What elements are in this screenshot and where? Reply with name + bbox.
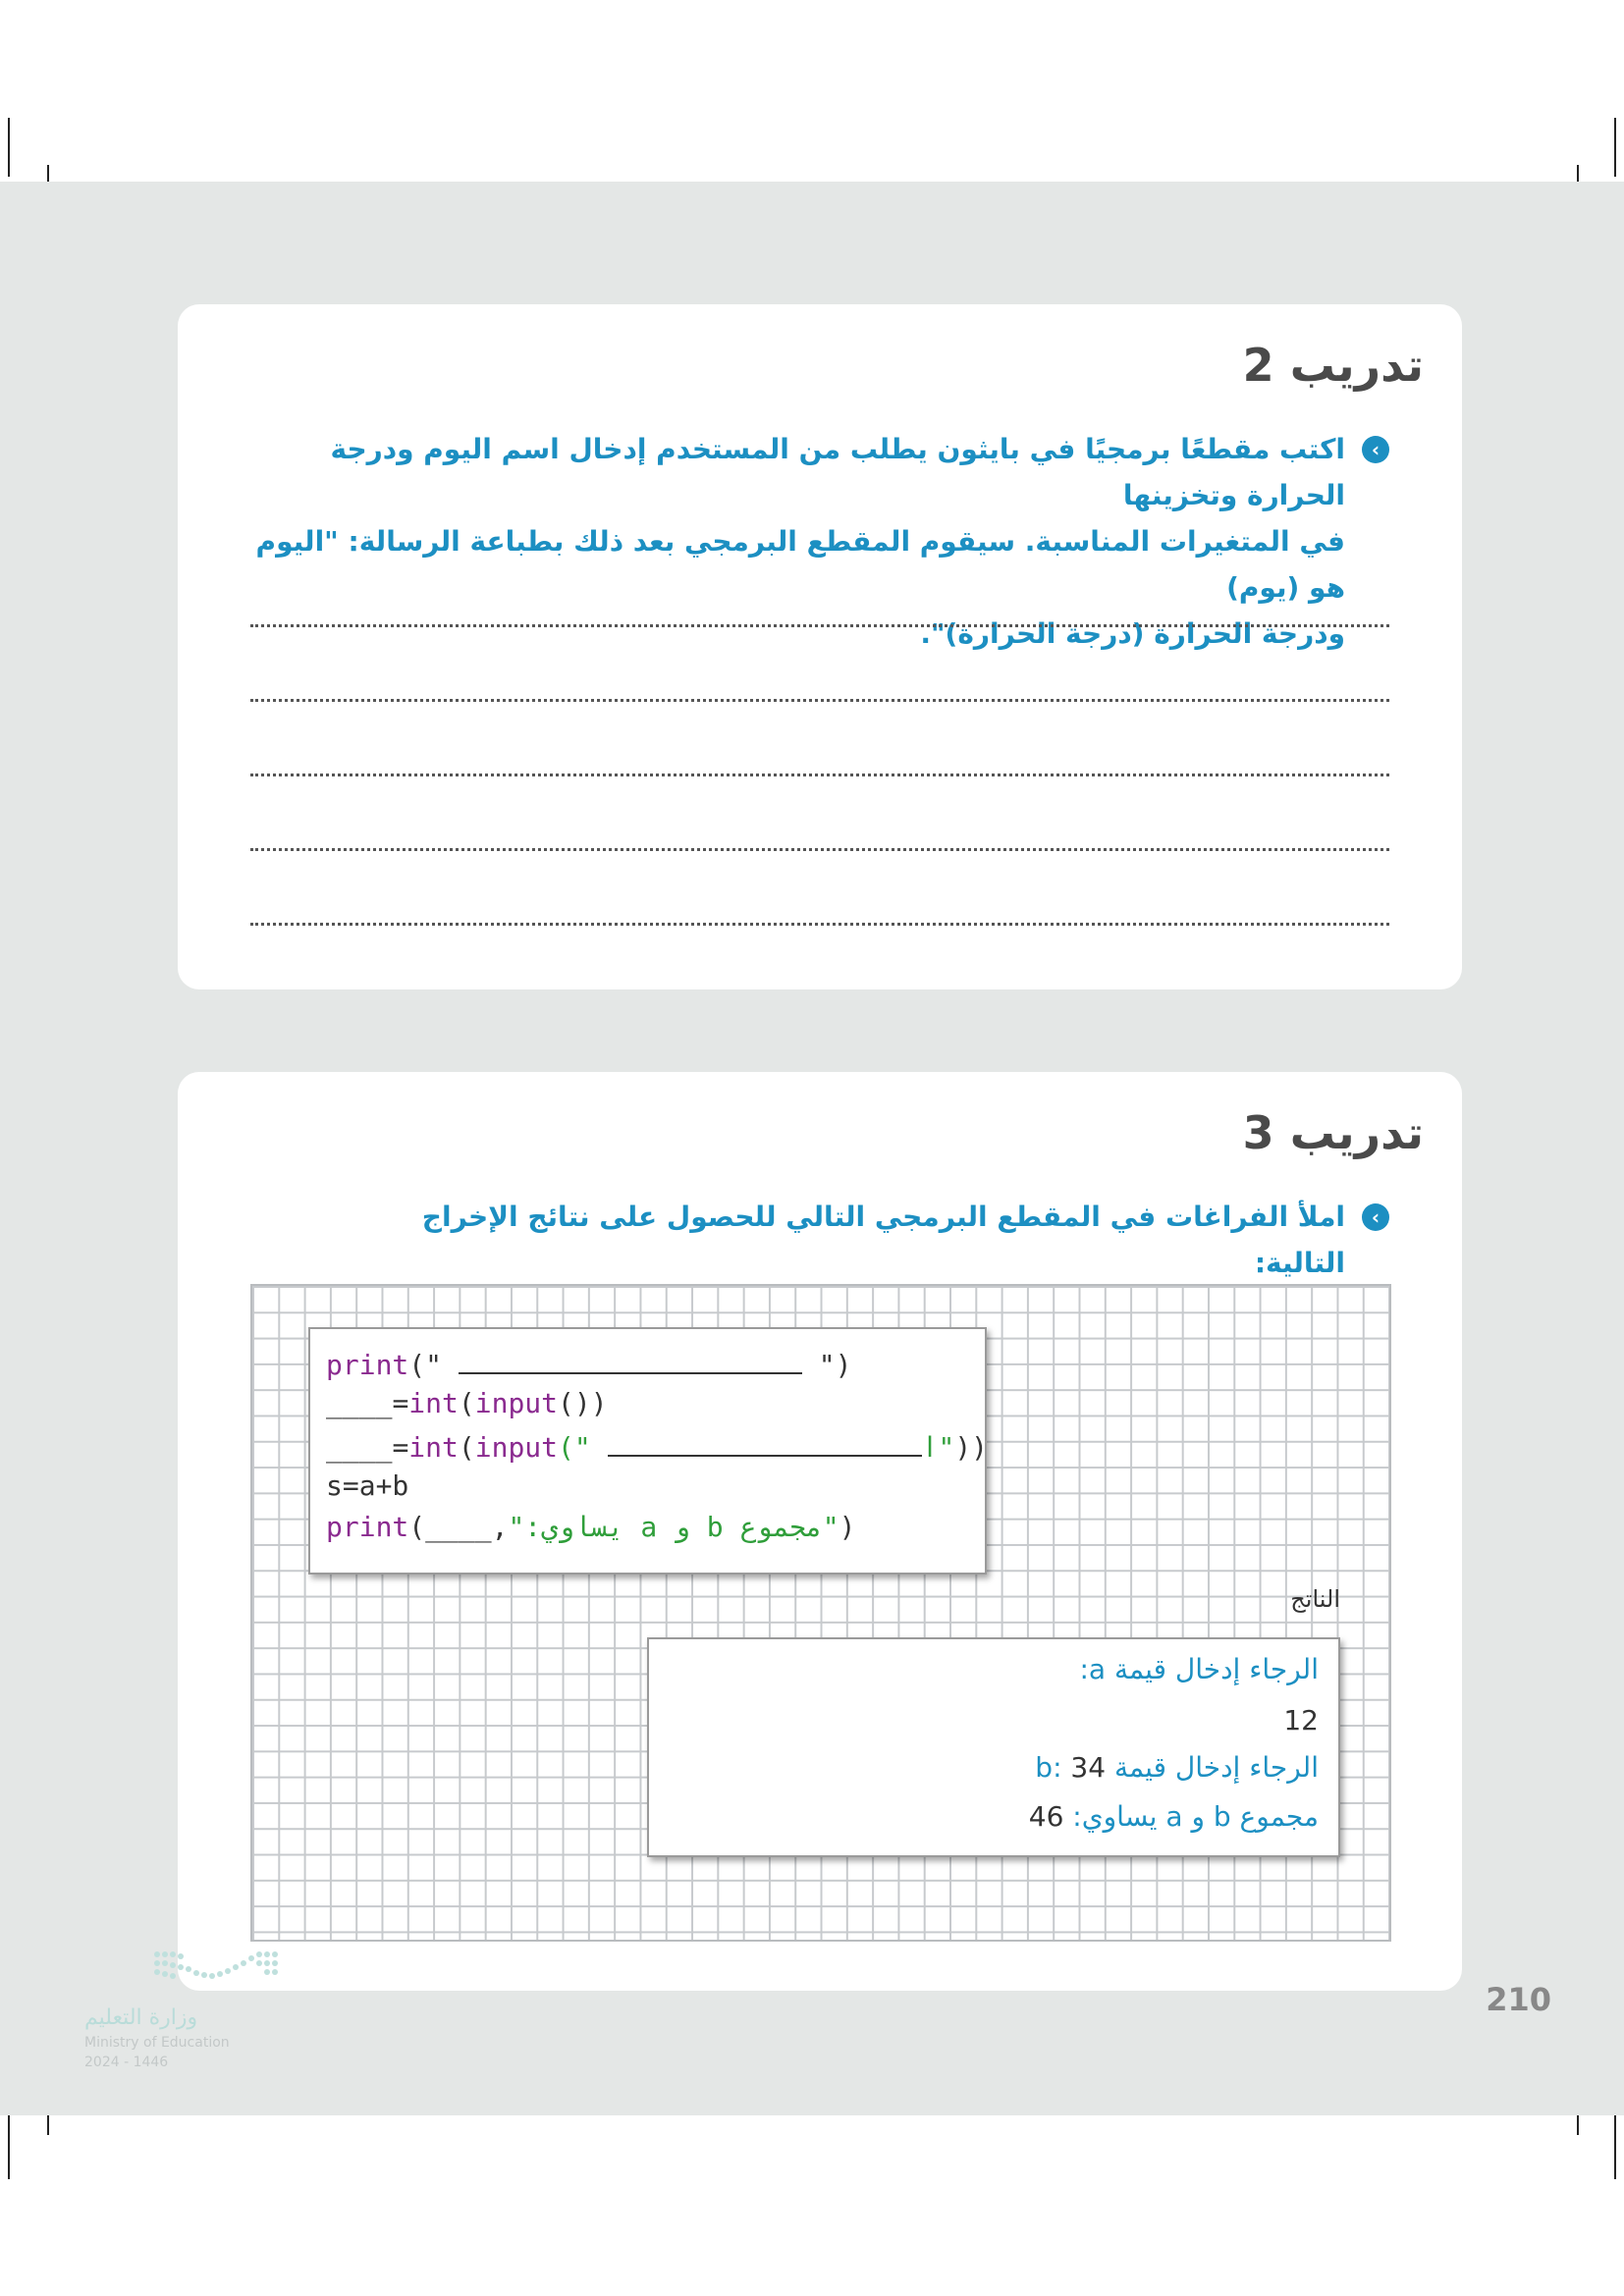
code-line-2 bbox=[326, 1384, 608, 1423]
code-keyword: input bbox=[474, 1431, 559, 1464]
code-keyword: print bbox=[326, 1349, 409, 1381]
instruction-line: في المتغيرات المناسبة. سيقوم المقطع البرمجي بعد ذلك بطباعة الرسالة: "اليوم هو (يوم) bbox=[255, 525, 1345, 604]
code-keyword: print bbox=[326, 1511, 409, 1543]
answer-line[interactable] bbox=[250, 848, 1389, 851]
ministry-name-arabic: وزارة التعليم bbox=[84, 2005, 198, 2030]
output-label: الناتج bbox=[1290, 1585, 1340, 1613]
answer-line[interactable] bbox=[250, 774, 1389, 776]
code-text: ( bbox=[458, 1431, 475, 1464]
chevron-left-icon: ‹ bbox=[1362, 1203, 1389, 1231]
code-text: = bbox=[392, 1387, 409, 1419]
code-text: ) bbox=[839, 1511, 856, 1543]
blank-field[interactable]: ____ bbox=[326, 1431, 393, 1464]
page-number: 210 bbox=[1486, 1981, 1551, 2018]
code-text: (" bbox=[408, 1349, 443, 1381]
ministry-name-english: Ministry of Education bbox=[84, 2035, 230, 2051]
code-text: ") bbox=[818, 1349, 852, 1381]
code-string: ا" bbox=[921, 1431, 955, 1464]
code-text: = bbox=[392, 1431, 409, 1464]
code-snippet-box bbox=[308, 1327, 987, 1575]
code-keyword: input bbox=[474, 1387, 559, 1419]
code-line-5 bbox=[326, 1508, 855, 1547]
output-value: 34 bbox=[1070, 1751, 1107, 1784]
answer-line[interactable] bbox=[250, 624, 1389, 627]
crop-mark bbox=[8, 2110, 10, 2179]
output-line-2: 12 bbox=[1283, 1704, 1319, 1736]
code-line-4: s=a+b bbox=[326, 1469, 409, 1502]
ministry-year: 2024 - 1446 bbox=[84, 2055, 169, 2070]
code-string: (" bbox=[558, 1431, 591, 1464]
output-line-1: الرجاء إدخال قيمة a: bbox=[1079, 1653, 1319, 1685]
crop-mark bbox=[1614, 2110, 1616, 2179]
answer-line[interactable] bbox=[250, 923, 1389, 926]
code-line-1 bbox=[326, 1343, 851, 1382]
output-value: 46 bbox=[1028, 1800, 1064, 1833]
code-text: (____, bbox=[408, 1511, 509, 1543]
code-text: ()) bbox=[558, 1387, 608, 1419]
exercise-2-instruction bbox=[241, 426, 1345, 657]
ministry-logo-icon bbox=[147, 1947, 295, 1996]
blank-field[interactable] bbox=[608, 1425, 922, 1457]
code-keyword: int bbox=[408, 1387, 459, 1419]
output-box bbox=[647, 1637, 1340, 1857]
code-text: ( bbox=[458, 1387, 475, 1419]
crop-mark bbox=[8, 118, 10, 177]
code-text: )) bbox=[954, 1431, 989, 1464]
blank-field[interactable] bbox=[459, 1343, 802, 1374]
instruction-line: ودرجة الحرارة (درجة الحرارة)". bbox=[920, 617, 1345, 650]
exercise-3-instruction: املأ الفراغات في المقطع البرمجي التالي للحصول على نتائج الإخراج التالية: bbox=[421, 1201, 1345, 1279]
blank-field[interactable]: ____ bbox=[326, 1387, 393, 1419]
output-prompt: مجموع b و a يساوي: bbox=[1072, 1800, 1319, 1833]
output-prompt: الرجاء إدخال قيمة b: bbox=[1035, 1751, 1319, 1784]
code-keyword: int bbox=[408, 1431, 459, 1464]
output-line-4 bbox=[1029, 1800, 1319, 1833]
instruction-line: اكتب مقطعًا برمجيًا في بايثون يطلب من المستخدم إدخال اسم اليوم ودرجة الحرارة وتخزينها bbox=[330, 433, 1345, 511]
answer-line[interactable] bbox=[250, 699, 1389, 702]
chevron-left-icon: ‹ bbox=[1362, 436, 1389, 463]
crop-mark bbox=[1614, 118, 1616, 177]
exercise-3-title: تدريب 3 bbox=[1242, 1106, 1424, 1159]
code-line-3 bbox=[326, 1425, 988, 1465]
exercise-2-title: تدريب 2 bbox=[1242, 339, 1424, 392]
code-string: "مجموع b و a يساوي:" bbox=[508, 1511, 839, 1543]
output-line-3 bbox=[1035, 1751, 1319, 1784]
